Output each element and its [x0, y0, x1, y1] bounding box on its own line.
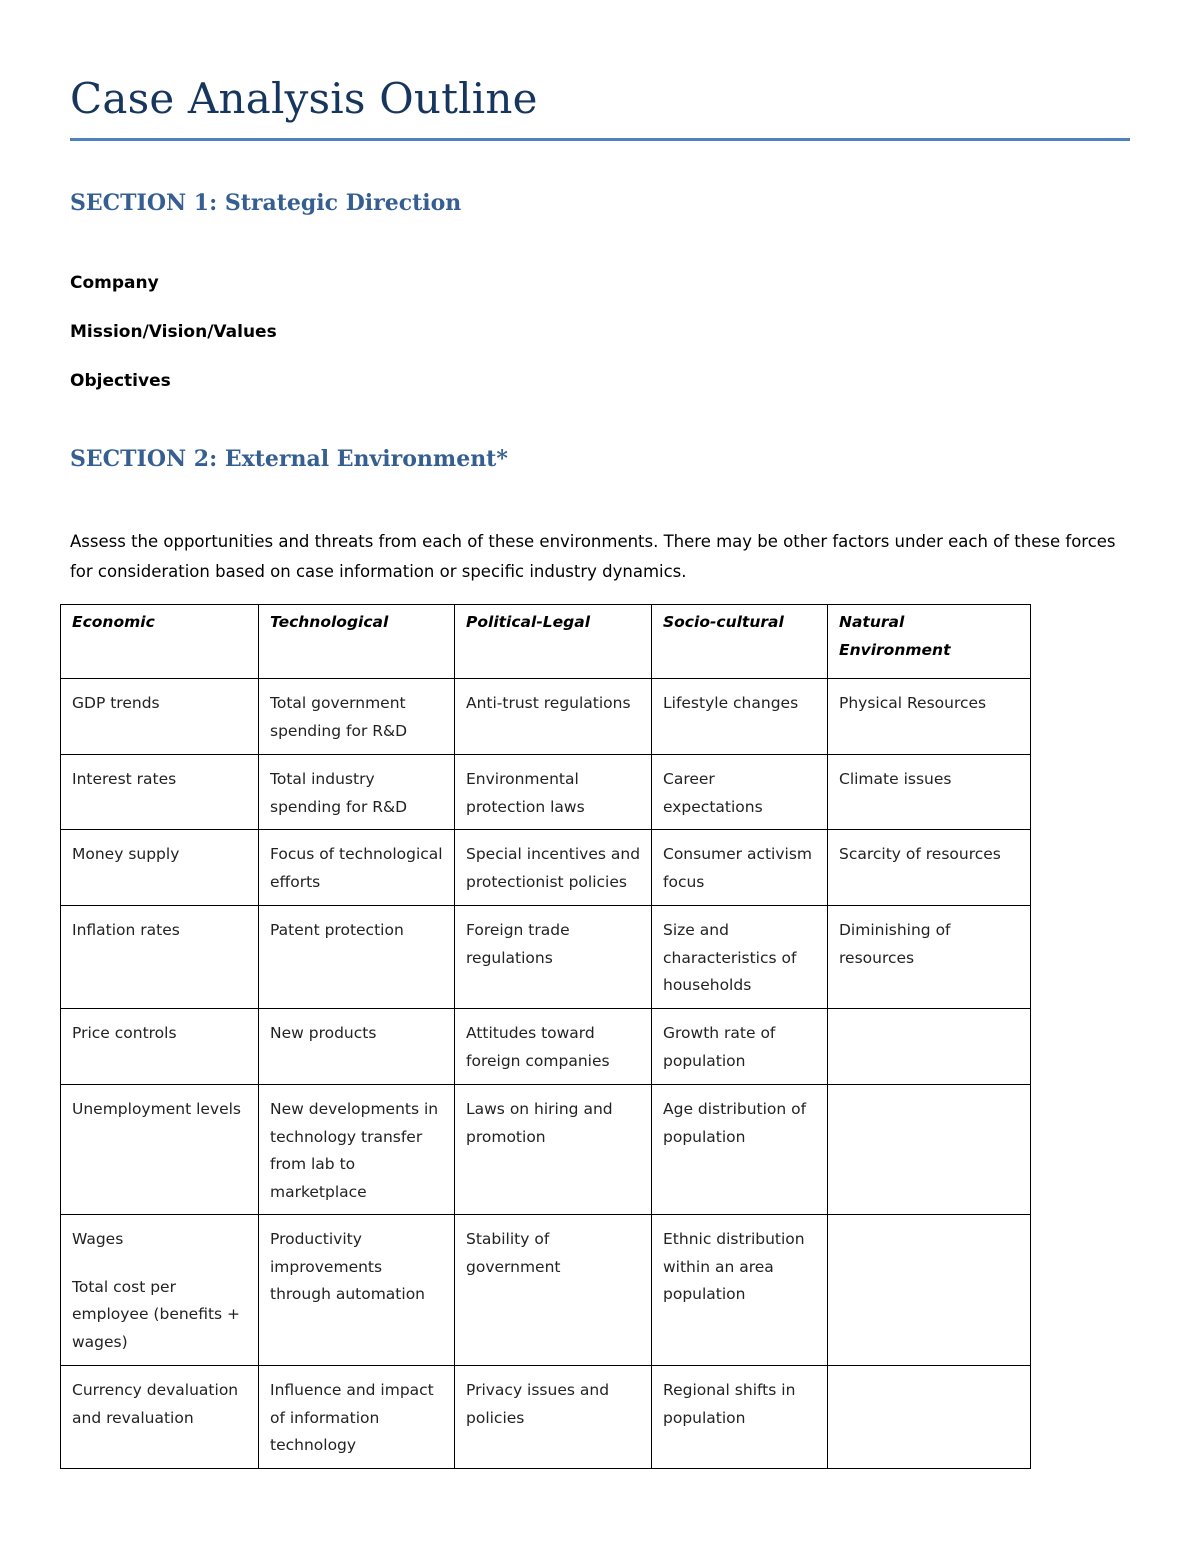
- table-row: [61, 1215, 1031, 1366]
- header-economic: Economic: [61, 605, 259, 679]
- table-cell: Total industry spending for R&D: [259, 755, 455, 830]
- table-cell: Regional shifts in population: [652, 1366, 828, 1469]
- table-cell: Lifestyle changes: [652, 679, 828, 755]
- table-cell: Price controls: [61, 1009, 259, 1085]
- table-cell: Total government spending for R&D: [259, 679, 455, 755]
- table-cell: Currency devaluation and revaluation: [61, 1366, 259, 1469]
- table-cell: New developments in technology transfer from lab to marketplace: [259, 1085, 455, 1215]
- header-socio-cultural: Socio-cultural: [652, 605, 828, 679]
- table-cell: [828, 1366, 1031, 1469]
- table-row: [61, 1085, 1031, 1215]
- table-cell: Special incentives and protectionist policies: [455, 830, 652, 906]
- table-header-row: [61, 605, 1031, 679]
- table-row: [61, 679, 1031, 755]
- table-cell: Climate issues: [828, 755, 1031, 830]
- table-cell: Productivity improvements through automation: [259, 1215, 455, 1366]
- table-cell: Consumer activism focus: [652, 830, 828, 906]
- table-cell: Diminishing of resources: [828, 906, 1031, 1009]
- table-row: [61, 755, 1031, 830]
- table-cell: Career expectations: [652, 755, 828, 830]
- table-cell: Anti-trust regulations: [455, 679, 652, 755]
- table-cell: [61, 1215, 259, 1366]
- section-2-heading: SECTION 2: External Environment*: [70, 446, 508, 472]
- table-cell: Focus of technological efforts: [259, 830, 455, 906]
- field-mission-vision-values: Mission/Vision/Values: [70, 322, 277, 342]
- table-row: [61, 1009, 1031, 1085]
- table-cell: [828, 1009, 1031, 1085]
- field-company: Company: [70, 273, 159, 293]
- field-objectives: Objectives: [70, 371, 171, 391]
- table-cell: New products: [259, 1009, 455, 1085]
- table-cell: GDP trends: [61, 679, 259, 755]
- table-cell: Age distribution of population: [652, 1085, 828, 1215]
- table-cell: Size and characteristics of households: [652, 906, 828, 1009]
- header-technological: Technological: [259, 605, 455, 679]
- cell-spacer: [72, 1254, 248, 1274]
- table-cell: Influence and impact of information technology: [259, 1366, 455, 1469]
- table-cell: Inflation rates: [61, 906, 259, 1009]
- external-environment-table: [60, 604, 1031, 1469]
- table-row: [61, 830, 1031, 906]
- table-cell: Growth rate of population: [652, 1009, 828, 1085]
- table-cell: Laws on hiring and promotion: [455, 1085, 652, 1215]
- table-cell: Patent protection: [259, 906, 455, 1009]
- table-cell-text: Wages: [72, 1230, 124, 1248]
- document-title: Case Analysis Outline: [70, 74, 538, 123]
- table-cell: Interest rates: [61, 755, 259, 830]
- table-row: [61, 1366, 1031, 1469]
- table-cell: [828, 1215, 1031, 1366]
- table-cell: [828, 1085, 1031, 1215]
- table-cell: Unemployment levels: [61, 1085, 259, 1215]
- table-cell: Scarcity of resources: [828, 830, 1031, 906]
- table-cell: Physical Resources: [828, 679, 1031, 755]
- header-political-legal: Political-Legal: [455, 605, 652, 679]
- section-1-heading: SECTION 1: Strategic Direction: [70, 190, 462, 216]
- section-2-intro: Assess the opportunities and threats from each of these environments. There may be other factors under each of these forces for consideration based on case information or specific industry dynamics.: [70, 532, 1116, 581]
- table-cell: Environmental protection laws: [455, 755, 652, 830]
- header-natural-environment: Natural Environment: [828, 605, 1031, 679]
- table-cell: Money supply: [61, 830, 259, 906]
- table-cell: Foreign trade regulations: [455, 906, 652, 1009]
- table-cell: Stability of government: [455, 1215, 652, 1366]
- table-cell: Ethnic distribution within an area population: [652, 1215, 828, 1366]
- table-cell: Attitudes toward foreign companies: [455, 1009, 652, 1085]
- table-row: [61, 906, 1031, 1009]
- title-underline: [70, 138, 1130, 141]
- table-cell-text: Total cost per employee (benefits + wages): [72, 1277, 241, 1351]
- table-cell: Privacy issues and policies: [455, 1366, 652, 1469]
